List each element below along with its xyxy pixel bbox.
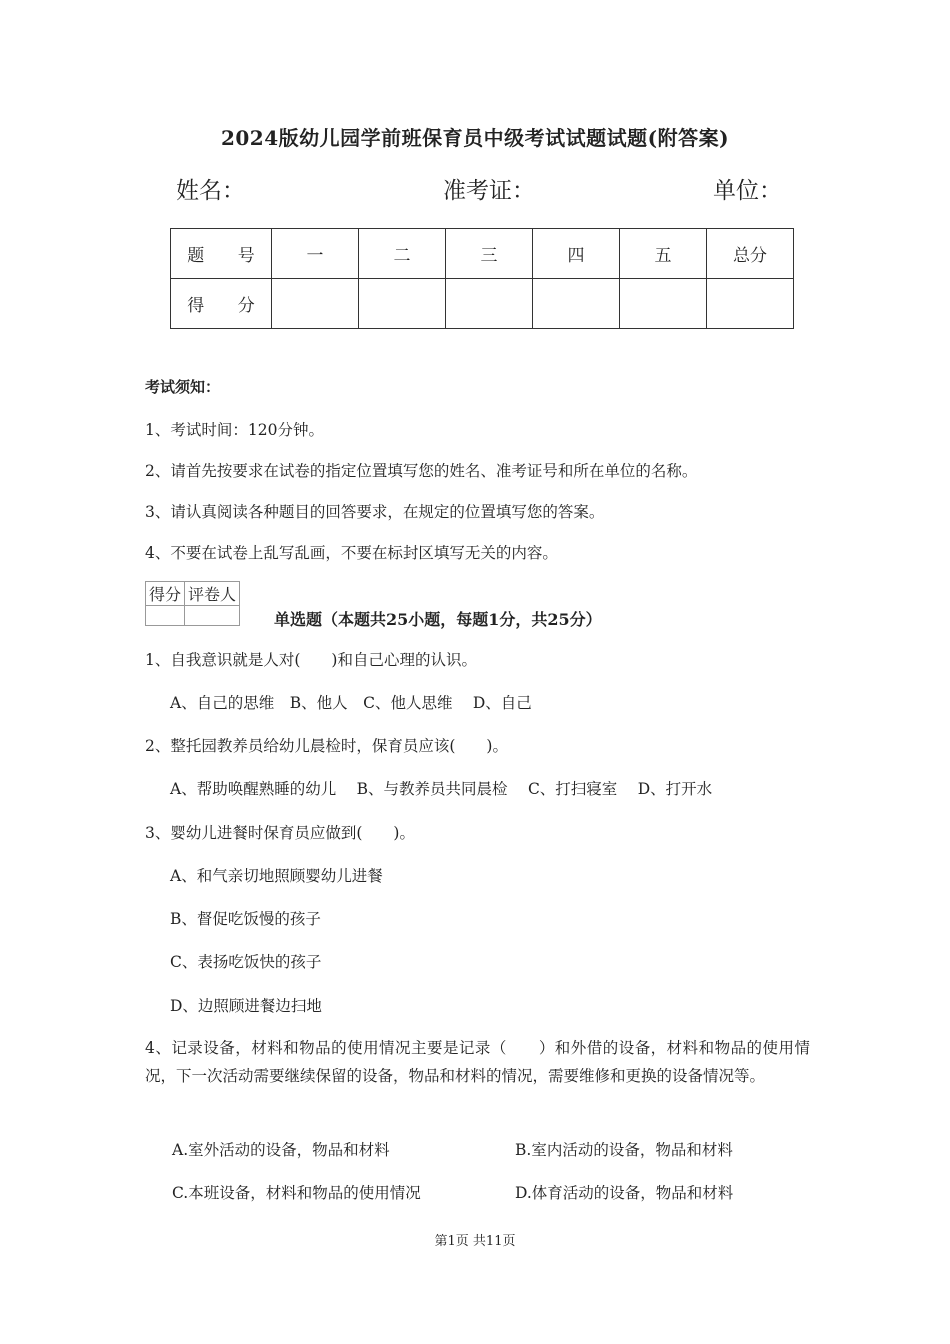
question-stem: 3、婴幼儿进餐时保育员应做到( )。 xyxy=(145,824,415,842)
question-option: D、边照顾进餐边扫地 xyxy=(170,997,322,1015)
question-option: C、表扬吃饭快的孩子 xyxy=(170,953,322,971)
question-option: B.室内活动的设备，物品和材料 xyxy=(515,1141,733,1159)
score-table-header-cell: 三 xyxy=(446,229,533,279)
section-title: 单选题（本题共25小题，每题1分，共25分） xyxy=(274,610,602,629)
score-table-header-cell: 二 xyxy=(359,229,446,279)
exam-number-field-label: 准考证： xyxy=(443,178,535,204)
grader-score-label: 得分 xyxy=(146,582,185,606)
grader-box xyxy=(145,581,240,626)
unit-field-label: 单位： xyxy=(713,178,782,204)
score-cell[interactable] xyxy=(620,279,707,329)
notice-item: 3、请认真阅读各种题目的回答要求，在规定的位置填写您的答案。 xyxy=(145,503,605,521)
grader-reviewer-cell[interactable] xyxy=(185,606,240,626)
score-cell[interactable] xyxy=(359,279,446,329)
grader-score-cell[interactable] xyxy=(146,606,185,626)
notice-item: 1、考试时间：120分钟。 xyxy=(145,421,324,439)
page-footer: 第1页 共11页 xyxy=(434,1234,516,1249)
question-stem: 4、记录设备，材料和物品的使用情况主要是记录（ ）和外借的设备，材料和物品的使用情况，下一次活动需要继续保留的设备，物品和材料的情况，需要维修和更换的设备情况等。 xyxy=(145,1039,810,1085)
score-table-score-row xyxy=(171,279,794,329)
question-option: A、帮助唤醒熟睡的幼儿 B、与教养员共同晨检 C、打扫寝室 D、打开水 xyxy=(170,780,713,798)
score-table-header-cell: 题 号 xyxy=(171,229,272,279)
score-table-header-row xyxy=(171,229,794,279)
question-stem: 1、自我意识就是人对( )和自己心理的认识。 xyxy=(145,651,477,669)
notice-heading: 考试须知： xyxy=(145,378,221,396)
score-table-header-cell: 五 xyxy=(620,229,707,279)
score-table-header-cell: 总分 xyxy=(707,229,794,279)
score-cell[interactable] xyxy=(272,279,359,329)
question-option: D.体育活动的设备，物品和材料 xyxy=(515,1184,734,1202)
name-field-label: 姓名： xyxy=(176,178,245,204)
score-table-header-cell: 四 xyxy=(533,229,620,279)
grader-reviewer-label: 评卷人 xyxy=(185,582,240,606)
score-cell[interactable] xyxy=(533,279,620,329)
score-cell[interactable] xyxy=(446,279,533,329)
notice-item: 2、请首先按要求在试卷的指定位置填写您的姓名、准考证号和所在单位的名称。 xyxy=(145,462,698,480)
score-cell[interactable] xyxy=(707,279,794,329)
page-title: 2024版幼儿园学前班保育员中级考试试题试题(附答案) xyxy=(220,126,730,150)
question-option: A、自己的思维 B、他人 C、他人思维 D、自己 xyxy=(170,694,532,712)
question-option: A.室外活动的设备，物品和材料 xyxy=(172,1141,390,1159)
score-table xyxy=(170,228,794,329)
question-option: A、和气亲切地照顾婴幼儿进餐 xyxy=(170,867,383,885)
score-table-header-cell: 一 xyxy=(272,229,359,279)
question-stem: 2、整托园教养员给幼儿晨检时，保育员应该( )。 xyxy=(145,737,508,755)
score-row-label: 得 分 xyxy=(171,279,272,329)
question-option: C.本班设备，材料和物品的使用情况 xyxy=(172,1184,421,1202)
question-option: B、督促吃饭慢的孩子 xyxy=(170,910,321,928)
notice-item: 4、不要在试卷上乱写乱画，不要在标封区填写无关的内容。 xyxy=(145,544,558,562)
